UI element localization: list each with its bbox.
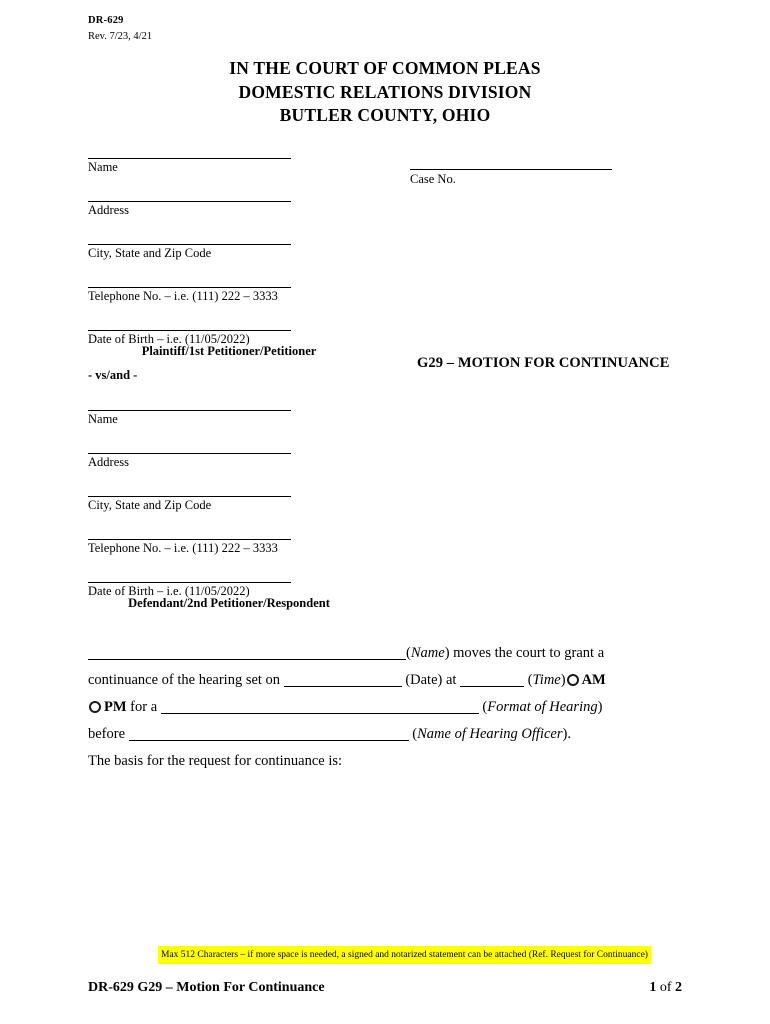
plaintiff-telephone-label: Telephone No. – i.e. (111) 222 – 3333: [88, 289, 278, 303]
motion-title: G29 – MOTION FOR CONTINUANCE: [417, 355, 670, 371]
hearing-format-blank[interactable]: [161, 698, 479, 714]
form-number: DR-629: [88, 15, 124, 26]
time-caption-open: (: [527, 672, 533, 688]
page-of-label: of: [659, 980, 672, 995]
time-caption-close: ): [560, 672, 566, 688]
body-line-3: [88, 694, 688, 721]
name-caption-italic: Name: [410, 645, 445, 661]
defendant-address-input[interactable]: [88, 440, 291, 454]
plaintiff-address-field[interactable]: [88, 188, 291, 218]
plaintiff-name-field[interactable]: [88, 145, 291, 175]
defendant-address-label: Address: [88, 455, 129, 469]
plaintiff-address-label: Address: [88, 203, 129, 217]
hearing-officer-blank[interactable]: [129, 725, 409, 741]
page-current: 1: [649, 980, 657, 995]
hearing-set-on-label: continuance of the hearing set on: [88, 672, 281, 688]
time-caption-italic: Time: [532, 672, 561, 688]
officer-caption-italic: Name of Hearing Officer: [417, 726, 563, 742]
hearing-date-blank[interactable]: [284, 671, 402, 687]
plaintiff-city-state-zip-label: City, State and Zip Code: [88, 246, 212, 260]
officer-caption-close: ).: [562, 726, 571, 742]
defendant-city-state-zip-field[interactable]: [88, 483, 291, 513]
case-number-field[interactable]: [410, 145, 710, 187]
officer-caption-open: (: [412, 726, 418, 742]
basis-text-entry-area[interactable]: [88, 775, 682, 935]
defendant-name-field[interactable]: [88, 397, 291, 427]
movant-name-blank[interactable]: [88, 644, 406, 660]
date-caption: (Date) at: [405, 672, 457, 688]
name-caption-open: (: [406, 645, 411, 661]
defendant-city-state-zip-input[interactable]: [88, 483, 291, 497]
plaintiff-dob-label: Date of Birth – i.e. (11/05/2022): [88, 332, 250, 346]
pm-label: PM: [104, 699, 127, 715]
plaintiff-dob-input[interactable]: [88, 317, 291, 331]
name-caption-rest: ) moves the court to grant a: [444, 645, 605, 661]
basis-label: The basis for the request for continuance is:: [88, 753, 343, 769]
case-number-input[interactable]: [410, 145, 612, 170]
defendant-dob-field[interactable]: [88, 569, 291, 599]
am-label: AM: [581, 672, 606, 688]
format-caption-close: ): [597, 699, 603, 715]
am-radio-button[interactable]: [567, 674, 579, 686]
plaintiff-city-state-zip-input[interactable]: [88, 231, 291, 245]
defendant-name-input[interactable]: [88, 397, 291, 411]
plaintiff-telephone-input[interactable]: [88, 274, 291, 288]
footer-page-number: [560, 980, 682, 996]
defendant-city-state-zip-label: City, State and Zip Code: [88, 498, 212, 512]
defendant-telephone-field[interactable]: [88, 526, 291, 556]
form-revision: Rev. 7/23, 4/21: [88, 31, 153, 42]
plaintiff-role-label: Plaintiff/1st Petitioner/Petitioner: [141, 344, 317, 358]
caption-right-column: [410, 145, 710, 187]
page-total: 2: [675, 980, 682, 995]
defendant-dob-input[interactable]: [88, 569, 291, 583]
defendant-role-label: Defendant/2nd Petitioner/Respondent: [128, 596, 330, 610]
case-number-label: Case No.: [410, 172, 456, 186]
court-title-line-1: IN THE COURT OF COMMON PLEAS: [229, 58, 541, 78]
plaintiff-address-input[interactable]: [88, 188, 291, 202]
caption-left-column: [88, 145, 388, 611]
plaintiff-dob-field[interactable]: [88, 317, 291, 347]
defendant-telephone-input[interactable]: [88, 526, 291, 540]
format-caption-italic: Format of Hearing: [487, 699, 598, 715]
plaintiff-telephone-field[interactable]: [88, 274, 291, 304]
before-label: before: [88, 726, 126, 742]
pm-radio-button[interactable]: [89, 701, 101, 713]
footer-form-title: DR-629 G29 – Motion For Continuance: [88, 980, 325, 995]
versus-label: - vs/and -: [88, 368, 138, 382]
body-line-2: [88, 667, 688, 694]
defendant-name-label: Name: [88, 412, 118, 426]
defendant-telephone-label: Telephone No. – i.e. (111) 222 – 3333: [88, 541, 278, 555]
character-limit-note: Max 512 Characters – if more space is needed, a signed and notarized statement can be attached (Ref. Request for Continuance): [158, 946, 651, 964]
court-title-line-3: BUTLER COUNTY, OHIO: [279, 105, 491, 125]
hearing-time-blank[interactable]: [460, 671, 524, 687]
for-a-label: for a: [130, 699, 158, 715]
plaintiff-name-input[interactable]: [88, 145, 291, 159]
plaintiff-name-label: Name: [88, 160, 118, 174]
plaintiff-city-state-zip-field[interactable]: [88, 231, 291, 261]
body-line-4: [88, 721, 688, 748]
court-title-line-2: DOMESTIC RELATIONS DIVISION: [238, 81, 532, 102]
format-caption-open: (: [482, 699, 488, 715]
motion-body: [88, 640, 688, 775]
court-title: [0, 57, 770, 128]
defendant-address-field[interactable]: [88, 440, 291, 470]
defendant-dob-label: Date of Birth – i.e. (11/05/2022): [88, 584, 250, 598]
body-line-1: [88, 640, 688, 667]
